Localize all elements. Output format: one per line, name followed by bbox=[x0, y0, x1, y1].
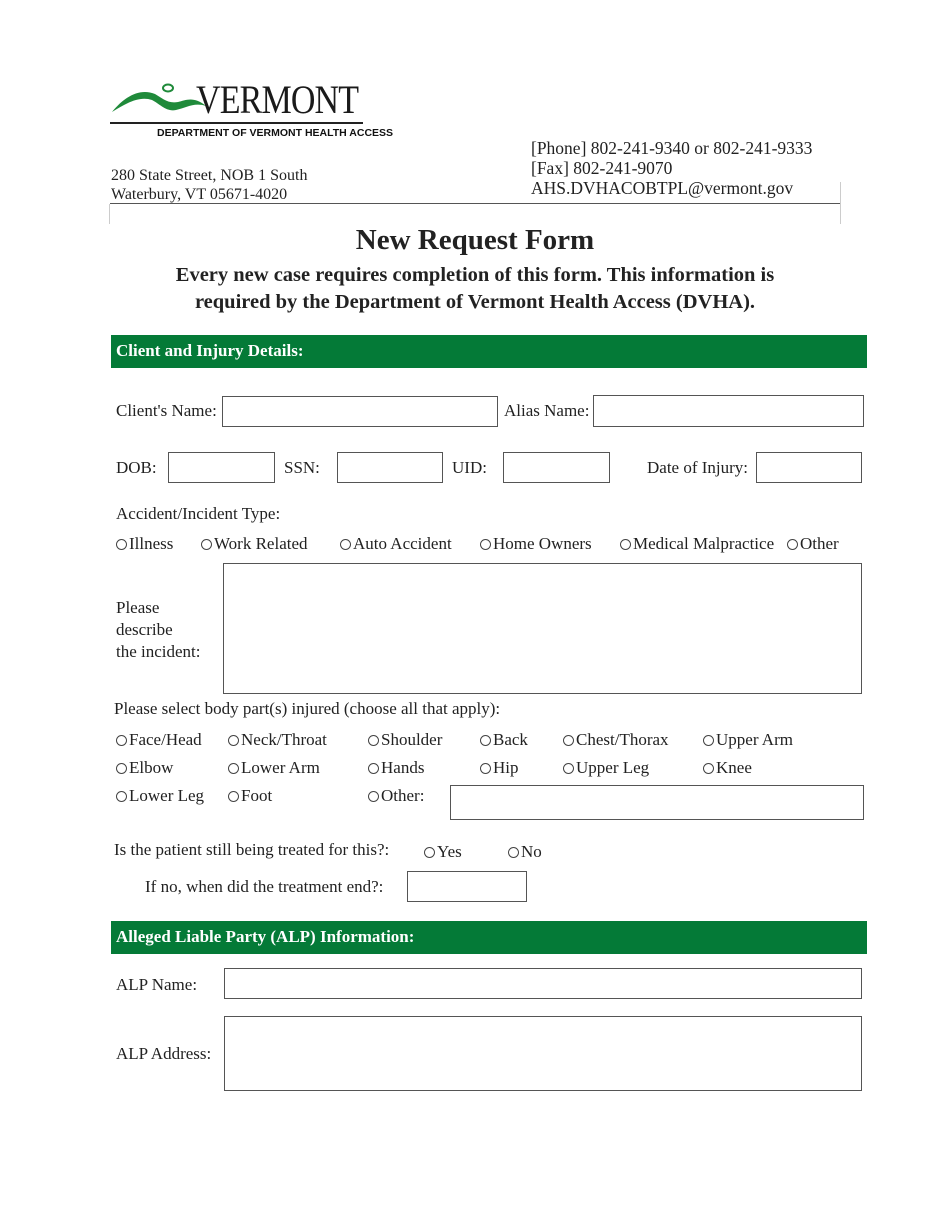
dob-label: DOB: bbox=[116, 458, 157, 477]
accident-option-home-owners[interactable] bbox=[480, 534, 592, 554]
still-treated-no[interactable] bbox=[508, 842, 542, 862]
client-name-label: Client's Name: bbox=[116, 401, 217, 420]
client-section-heading: Client and Injury Details: bbox=[111, 335, 867, 368]
body-parts-label: Please select body part(s) injured (choose all that apply): bbox=[114, 699, 501, 718]
date-of-injury-label: Date of Injury: bbox=[647, 458, 749, 477]
body-part-label: Hip bbox=[493, 758, 519, 777]
accident-option-medical-malpractice[interactable] bbox=[620, 534, 774, 554]
radio-icon bbox=[508, 847, 519, 858]
address-line-2: Waterbury, VT 05671-4020 bbox=[111, 186, 288, 203]
describe-label-line-3: the incident: bbox=[116, 642, 201, 661]
radio-icon bbox=[424, 847, 435, 858]
radio-icon bbox=[480, 735, 491, 746]
radio-icon bbox=[787, 539, 798, 550]
phone-text: [Phone] 802-241-9340 or 802-241-9333 bbox=[531, 138, 813, 158]
header-rule-right bbox=[840, 182, 841, 224]
body-part-label: Shoulder bbox=[381, 730, 443, 749]
radio-icon bbox=[116, 791, 127, 802]
form-title: New Request Form bbox=[355, 224, 595, 256]
alias-name-label: Alias Name: bbox=[504, 401, 590, 420]
body-part-label: Knee bbox=[716, 758, 752, 777]
describe-label-line-2: describe bbox=[116, 620, 173, 639]
accident-option-auto-accident[interactable] bbox=[340, 534, 452, 554]
body-part-lower-leg[interactable] bbox=[116, 786, 204, 806]
alp-address-field[interactable] bbox=[224, 1016, 862, 1091]
alias-name-field[interactable] bbox=[593, 395, 864, 427]
accident-option-illness[interactable] bbox=[116, 534, 173, 554]
body-part-neck-throat[interactable] bbox=[228, 730, 327, 750]
radio-icon bbox=[228, 791, 239, 802]
radio-icon bbox=[116, 763, 127, 774]
body-part-label: Lower Leg bbox=[129, 786, 205, 805]
accident-option-other[interactable] bbox=[787, 534, 839, 554]
accident-option-work-related[interactable] bbox=[201, 534, 308, 554]
logo-department-text: DEPARTMENT OF VERMONT HEALTH ACCESS bbox=[157, 127, 394, 139]
accident-option-label: Auto Accident bbox=[353, 534, 452, 553]
incident-description-field[interactable] bbox=[223, 563, 862, 694]
body-part-other-field[interactable] bbox=[450, 785, 864, 820]
logo-wordmark: VERMONT bbox=[196, 77, 359, 122]
date-of-injury-field[interactable] bbox=[756, 452, 862, 483]
radio-icon bbox=[368, 735, 379, 746]
ssn-field[interactable] bbox=[337, 452, 443, 483]
radio-icon bbox=[340, 539, 351, 550]
accident-type-label: Accident/Incident Type: bbox=[116, 504, 281, 523]
body-part-label: Chest/Thorax bbox=[576, 730, 669, 749]
form-subtitle-line-2: required by the Department of Vermont Health Access (DVHA). bbox=[194, 291, 756, 313]
describe-label-line-1: Please bbox=[116, 598, 160, 617]
fax-text: [Fax] 802-241-9070 bbox=[531, 158, 673, 178]
radio-icon bbox=[563, 735, 574, 746]
radio-icon bbox=[116, 735, 127, 746]
body-part-upper-leg[interactable] bbox=[563, 758, 649, 778]
body-part-upper-arm[interactable] bbox=[703, 730, 793, 750]
alp-address-label: ALP Address: bbox=[116, 1044, 212, 1063]
still-treated-yes[interactable] bbox=[424, 842, 462, 862]
radio-icon bbox=[563, 763, 574, 774]
uid-field[interactable] bbox=[503, 452, 610, 483]
body-part-chest-thorax[interactable] bbox=[563, 730, 669, 750]
accident-option-label: Work Related bbox=[214, 534, 308, 553]
still-treated-label: Is the patient still being treated for this?: bbox=[114, 840, 390, 859]
body-part-knee[interactable] bbox=[703, 758, 752, 778]
radio-icon bbox=[228, 763, 239, 774]
accident-option-label: Home Owners bbox=[493, 534, 592, 553]
alp-name-field[interactable] bbox=[224, 968, 862, 999]
body-part-label: Hands bbox=[381, 758, 425, 777]
body-part-hands[interactable] bbox=[368, 758, 424, 778]
email-text: AHS.DVHACOBTPL@vermont.gov bbox=[531, 178, 794, 198]
alp-section-heading: Alleged Liable Party (ALP) Information: bbox=[111, 921, 867, 954]
radio-icon bbox=[703, 763, 714, 774]
address-line-1: 280 State Street, NOB 1 South bbox=[111, 167, 308, 184]
header-rule-left bbox=[109, 204, 110, 224]
treatment-end-label: If no, when did the treatment end?: bbox=[145, 877, 384, 896]
radio-icon bbox=[368, 763, 379, 774]
radio-icon bbox=[480, 539, 491, 550]
radio-icon bbox=[201, 539, 212, 550]
accident-option-label: Illness bbox=[129, 534, 174, 553]
body-part-back[interactable] bbox=[480, 730, 528, 750]
body-part-hip[interactable] bbox=[480, 758, 519, 778]
radio-icon bbox=[116, 539, 127, 550]
form-subtitle-line-1: Every new case requires completion of this form. This information is bbox=[175, 264, 775, 286]
radio-icon bbox=[480, 763, 491, 774]
body-part-label: Lower Arm bbox=[241, 758, 320, 777]
body-part-lower-arm[interactable] bbox=[228, 758, 320, 778]
body-part-label: Other: bbox=[381, 786, 425, 805]
radio-icon bbox=[620, 539, 631, 550]
body-part-label: Upper Arm bbox=[716, 730, 793, 749]
body-part-label: Face/Head bbox=[129, 730, 202, 749]
body-part-label: Upper Leg bbox=[576, 758, 650, 777]
vermont-mountain-logo-icon bbox=[110, 82, 210, 118]
still-treated-yes-label: Yes bbox=[437, 842, 462, 861]
body-part-label: Elbow bbox=[129, 758, 174, 777]
body-part-label: Back bbox=[493, 730, 528, 749]
uid-label: UID: bbox=[452, 458, 487, 477]
client-name-field[interactable] bbox=[222, 396, 498, 427]
body-part-elbow[interactable] bbox=[116, 758, 173, 778]
radio-icon bbox=[703, 735, 714, 746]
alp-name-label: ALP Name: bbox=[116, 975, 198, 994]
dob-field[interactable] bbox=[168, 452, 275, 483]
accident-option-label: Medical Malpractice bbox=[633, 534, 775, 553]
still-treated-no-label: No bbox=[521, 842, 542, 861]
logo-underline bbox=[110, 122, 363, 124]
ssn-label: SSN: bbox=[284, 458, 320, 477]
body-part-other[interactable] bbox=[368, 786, 424, 806]
body-part-label: Foot bbox=[241, 786, 273, 805]
radio-icon bbox=[228, 735, 239, 746]
accident-option-label: Other bbox=[800, 534, 839, 553]
body-part-foot[interactable] bbox=[228, 786, 272, 806]
body-part-shoulder[interactable] bbox=[368, 730, 442, 750]
body-part-label: Neck/Throat bbox=[241, 730, 327, 749]
treatment-end-field[interactable] bbox=[407, 871, 527, 902]
radio-icon bbox=[368, 791, 379, 802]
header-divider bbox=[110, 203, 840, 204]
body-part-face-head[interactable] bbox=[116, 730, 202, 750]
